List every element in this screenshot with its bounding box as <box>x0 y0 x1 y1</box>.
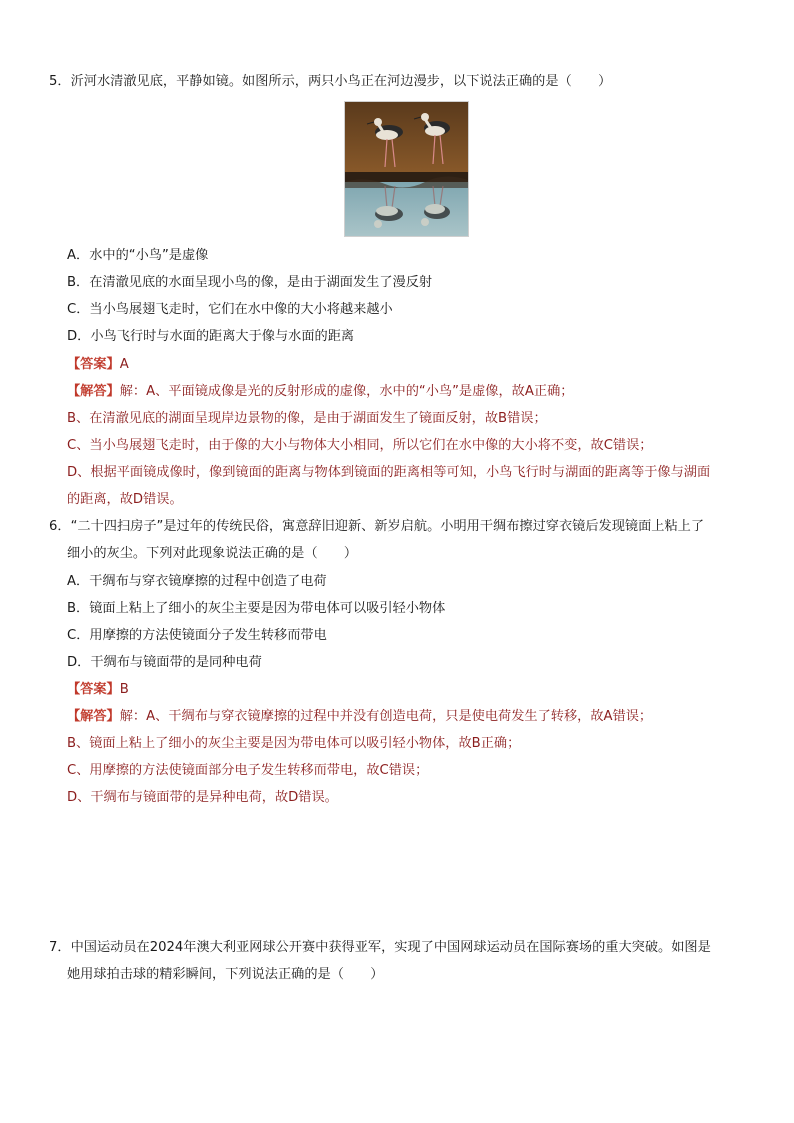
q5-analysis-line-4: D、根据平面镜成像时，像到镜面的距离与物体到镜面的距离相等可知，小鸟飞行时与湖面的距离等于像与湖面 <box>67 465 711 480</box>
q6-answer-value: B <box>119 682 129 697</box>
q5-option-b: B．在清澈见底的水面呈现小鸟的像，是由于湖面发生了漫反射 <box>67 275 433 290</box>
q6-option-a: A．干绸布与穿衣镜摩擦的过程中创造了电荷 <box>67 574 327 589</box>
q5-analysis-line-2: B、在清澈见底的湖面呈现岸边景物的像，是由于湖面发生了镜面反射，故B错误； <box>67 411 547 426</box>
q6-stem-line-2: 细小的灰尘。下列对此现象说法正确的是（ ） <box>67 546 358 561</box>
q6-option-b: B．镜面上粘上了细小的灰尘主要是因为带电体可以吸引轻小物体 <box>67 601 446 616</box>
birds-reflection-photo <box>344 101 469 237</box>
q6-analysis-line-3: C、用摩擦的方法使镜面部分电子发生转移而带电，故C错误； <box>67 763 429 778</box>
q6-analysis-text-1: 解：A、干绸布与穿衣镜摩擦的过程中并没有创造电荷，只是使电荷发生了转移，故A错误； <box>119 709 653 724</box>
q7-stem-line-2: 她用球拍击球的精彩瞬间，下列说法正确的是（ ） <box>67 967 384 982</box>
q5-analysis-line-3: C、当小鸟展翅飞走时，由于像的大小与物体大小相同，所以它们在水中像的大小将不变，故C错误； <box>67 438 653 453</box>
q5-option-a: A．水中的“小鸟”是虚像 <box>67 248 209 263</box>
q5-analysis-line-5: 的距离，故D错误。 <box>67 492 183 507</box>
q6-answer-tag: 【答案】 <box>67 682 120 697</box>
q6-option-c: C．用摩擦的方法使镜面分子发生转移而带电 <box>67 628 327 643</box>
q5-analysis-text-1: 解：A、平面镜成像是光的反射形成的虚像，水中的“小鸟”是虚像，故A正确； <box>119 384 574 399</box>
q6-answer <box>67 680 129 700</box>
q6-analysis-line-4: D、干绸布与镜面带的是异种电荷，故D错误。 <box>67 790 338 805</box>
q5-option-d: D．小鸟飞行时与水面的距离大于像与水面的距离 <box>67 329 355 344</box>
q6-analysis-tag: 【解答】 <box>67 709 120 724</box>
q5-analysis-tag: 【解答】 <box>67 384 120 399</box>
q5-answer-value: A <box>119 357 129 372</box>
q5-stem: 5．沂河水清澈见底，平静如镜。如图所示，两只小鸟正在河边漫步，以下说法正确的是（ ） <box>49 74 612 89</box>
birds-illustration <box>345 102 468 236</box>
q6-analysis-line-2: B、镜面上粘上了细小的灰尘主要是因为带电体可以吸引轻小物体，故B正确； <box>67 736 521 751</box>
q5-answer-tag: 【答案】 <box>67 357 120 372</box>
q5-option-c: C．当小鸟展翅飞走时，它们在水中像的大小将越来越小 <box>67 302 393 317</box>
q6-option-d: D．干绸布与镜面带的是同种电荷 <box>67 655 262 670</box>
q6-stem-line-1: 6．“二十四扫房子”是过年的传统民俗，寓意辞旧迎新、新岁启航。小明用干绸布擦过穿衣镜后发现镜面上粘上了 <box>49 519 705 534</box>
q5-analysis-line-1 <box>67 382 573 402</box>
q7-stem-line-1: 7．中国运动员在2024年澳大利亚网球公开赛中获得亚军，实现了中国网球运动员在国际赛场的重大突破。如图是 <box>49 940 711 955</box>
q6-analysis-line-1 <box>67 707 652 727</box>
q5-answer <box>67 355 129 375</box>
